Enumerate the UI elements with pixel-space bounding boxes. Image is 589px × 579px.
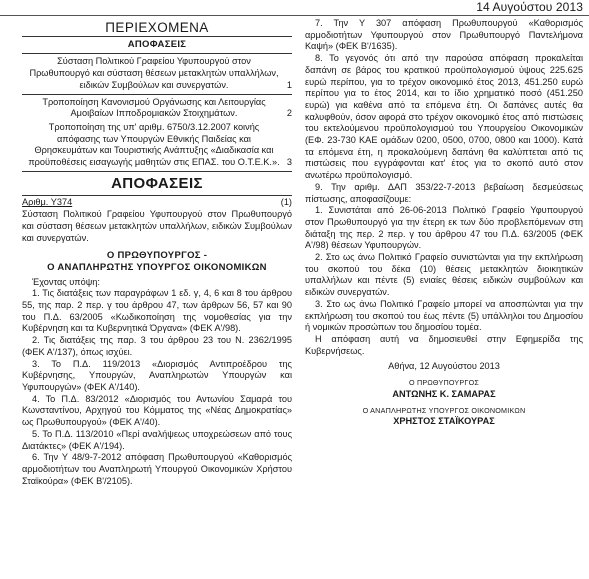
decision-article: 1. Συνιστάται από 26-06-2013 Πολιτικό Γραφείο Υφυπουργού στον Πρωθυπουργό για την έτερη εκ των δύο προβλεπόμενων στη διάταξη της περ. 2 περ. γ του άρθρου 47 του Π.Δ. 63/2005 (ΦΕΚ Α'/98) θέσεων Υφυπουργών.: [305, 205, 583, 251]
toc-entry-page: 3: [286, 157, 292, 168]
toc-entry[interactable]: [22, 122, 292, 169]
page-date: 14 Αυγούστου 2013: [476, 0, 583, 14]
decision-article: 2. Στο ως άνω Πολιτικό Γραφείο συνιστώνται για την εκπλήρωση του σκοπού του δέκα (10) θέσεις μετακλητών διοικητικών υπαλλήλων και πέντε (5) ενιαίες θέσεις ειδικών συμβούλων και ειδικών συνεργατών.: [305, 252, 583, 298]
rule: [22, 94, 292, 95]
signatory-1-title: Ο ΠΡΩΘΥΠΟΥΡΓΟΣ: [408, 378, 480, 388]
place-date: Αθήνα, 12 Αυγούστου 2013: [388, 361, 500, 372]
toc-entry-text: Τροποποίηση της υπ' αριθμ. 6750/3.12.2007 κοινής απόφασης των Υπουργών Εθνικής Παιδείας και Θρησκευμάτων και Τουριστικής Ανάπτυξης «Διαδικασία και προϋποθέσεις εισαγωγής μαθητών στις ΕΠΑΣ. του Ο.Τ.Ε.Κ.».: [28, 121, 280, 168]
authority-line-2: Ο ΑΝΑΠΛΗΡΩΤΗΣ ΥΠΟΥΡΓΟΣ ΟΙΚΟΝΟΜΙΚΩΝ: [47, 261, 267, 273]
rule: [22, 171, 292, 172]
consideration-item: 2. Τις διατάξεις της παρ. 3 του άρθρου 23 του Ν. 2362/1995 (ΦΕΚ Α'/137), όπως ισχύει.: [22, 335, 292, 357]
decision-number-row: [22, 197, 292, 209]
consideration-item: 9. Την αριθμ. ΔΑΠ 353/22-7-2013 βεβαίωση δεσμεύσεως πίστωσης, αποφασίζουμε:: [305, 181, 583, 204]
rule: [22, 53, 292, 54]
top-rule: [0, 15, 589, 16]
decisions-title: ΑΠΟΦΑΣΕΙΣ: [111, 174, 203, 192]
signatory-2-title: Ο ΑΝΑΠΛΗΡΩΤΗΣ ΥΠΟΥΡΓΟΣ ΟΙΚΟΝΟΜΙΚΩΝ: [362, 405, 526, 415]
contents-decisions-subtitle: ΑΠΟΦΑΣΕΙΣ: [127, 38, 187, 50]
authority-line-1: Ο ΠΡΩΘΥΠΟΥΡΓΟΣ -: [106, 250, 208, 262]
signatory-2-name: ΧΡΗΣΤΟΣ ΣΤΑΪΚΟΥΡΑΣ: [393, 416, 495, 427]
toc-entry-text: Σύσταση Πολιτικού Γραφείου Υφυπουργού στον Πρωθυπουργό και σύσταση θέσεων μετακλητών υπαλλήλων, ειδικών Συμβούλων και συνεργατών.: [29, 56, 279, 90]
toc-entry-page: 2: [286, 108, 292, 119]
consideration-item: 8. Το γεγονός ότι από την παρούσα απόφαση προκαλείται δαπάνη σε βάρος του κρατικού προϋπολογισμού ύψους 225.625 ευρώ περίπου, για το τρέχον οικονομικό έτος 2013, 451.250 ευρώ περίπου για το έτος 2014, και το ίδιο χρηματικό ποσό (451.250 ευρώ) για καθένα από τα επόμενα έτη. Οι δαπάνες αυτές θα καλυφθούν, όσον αφορά στο τρέχον οικονομικό έτος από πιστώσεις του εκτελούμενου προϋπολογισμού του Υπουργείου Οικονομικών (ΕΦ. 23-730 ΚΑΕ ομάδων 0200, 0500, 0700, 0800 και 1000). Κατά τα επόμενα έτη, η προκαλούμενη δαπάνη θα καλύπτεται από τις πιστώσεις που εγγράφονται κατ' έτος για το σκοπό αυτό στον ανωτέρω προϋπολογισμό.: [305, 53, 583, 181]
publication-order: Η απόφαση αυτή να δημοσιευθεί στην Εφημερίδα της Κυβερνήσεως.: [305, 333, 583, 356]
consideration-item: 1. Τις διατάξεις των παραγράφων 1 εδ. γ, 4, 6 και 8 του άρθρου 55, της παρ. 2 περ. γ του άρθρου 47, των άρθρων 56, 57 και 90 του Π.Δ. 63/2005 «Κωδικοποίηση της νομοθεσίας για την Κυβέρνηση και τα Κυβερνητικά Όργανα» (ΦΕΚ Α'/98).: [22, 288, 292, 334]
toc-entry[interactable]: [22, 56, 292, 91]
contents-title: ΠΕΡΙΕΧΟΜΕΝΑ: [105, 20, 209, 35]
left-column: [22, 18, 292, 487]
right-column: [305, 18, 583, 428]
rule: [22, 36, 292, 37]
toc-entry-page: 1: [286, 79, 292, 90]
consideration-item: 3. Το Π.Δ. 119/2013 «Διορισμός Αντιπροέδρου της Κυβέρνησης, Υπουργών, Αναπληρωτών Υπουργών και Υφυπουργών» (ΦΕΚ Α'/140).: [22, 358, 292, 392]
consideration-item: 5. Το Π.Δ. 113/2010 «Περί αναλήψεως υποχρεώσεων από τους Διατάκτες» (ΦΕΚ Α'/194).: [22, 428, 292, 451]
consideration-item: 6. Την Υ 48/9-7-2012 απόφαση Πρωθυπουργού «Καθορισμός αρμοδιοτήτων του Αναπληρωτή Υπουργού Οικονομικών Χρήστου Σταϊκούρα» (ΦΕΚ Β'/2105).: [22, 452, 292, 486]
toc-entry-text: Τροποποίηση Κανονισμού Οργάνωσης και Λειτουργίας Αμοιβαίων Ιπποδρομιακών Στοιχημάτων.: [42, 96, 266, 119]
decision-subject: Σύσταση Πολιτικού Γραφείου Υφυπουργού στον Πρωθυπουργό και σύσταση θέσεων μετακλητών υπαλλήλων, ειδικών Συμβούλων και συνεργατών.: [22, 209, 292, 243]
having-regard: Έχοντας υπόψη:: [32, 276, 100, 287]
decision-number: Αριθμ. Υ374: [22, 197, 73, 208]
signatory-1-name: ΑΝΤΩΝΗΣ Κ. ΣΑΜΑΡΑΣ: [392, 388, 496, 399]
consideration-item: 7. Την Υ 307 απόφαση Πρωθυπουργού «Καθορισμός αρμοδιοτήτων Υφυπουργού στον Πρωθυπουργό Παντελήμονα Καψή» (ΦΕΚ Β'/1635).: [305, 18, 583, 52]
decision-index: (1): [280, 197, 292, 208]
toc-entry[interactable]: [22, 97, 292, 120]
rule: [22, 195, 292, 196]
consideration-item: 4. Το Π.Δ. 83/2012 «Διορισμός του Αντωνίου Σαμαρά του Κωνσταντίνου, Αρχηγού του Κόμματος της «Νέας Δημοκρατίας» ως Πρωθυπουργού» (ΦΕΚ Α'/40).: [22, 393, 292, 428]
decision-article: 3. Στο ως άνω Πολιτικό Γραφείο μπορεί να αποσπώνται για την εκπλήρωση του σκοπού του έως πέντε (5) υπάλληλοι του Δημοσίου ή νομικών προσώπων του δημοσίου τομέα.: [305, 298, 583, 333]
